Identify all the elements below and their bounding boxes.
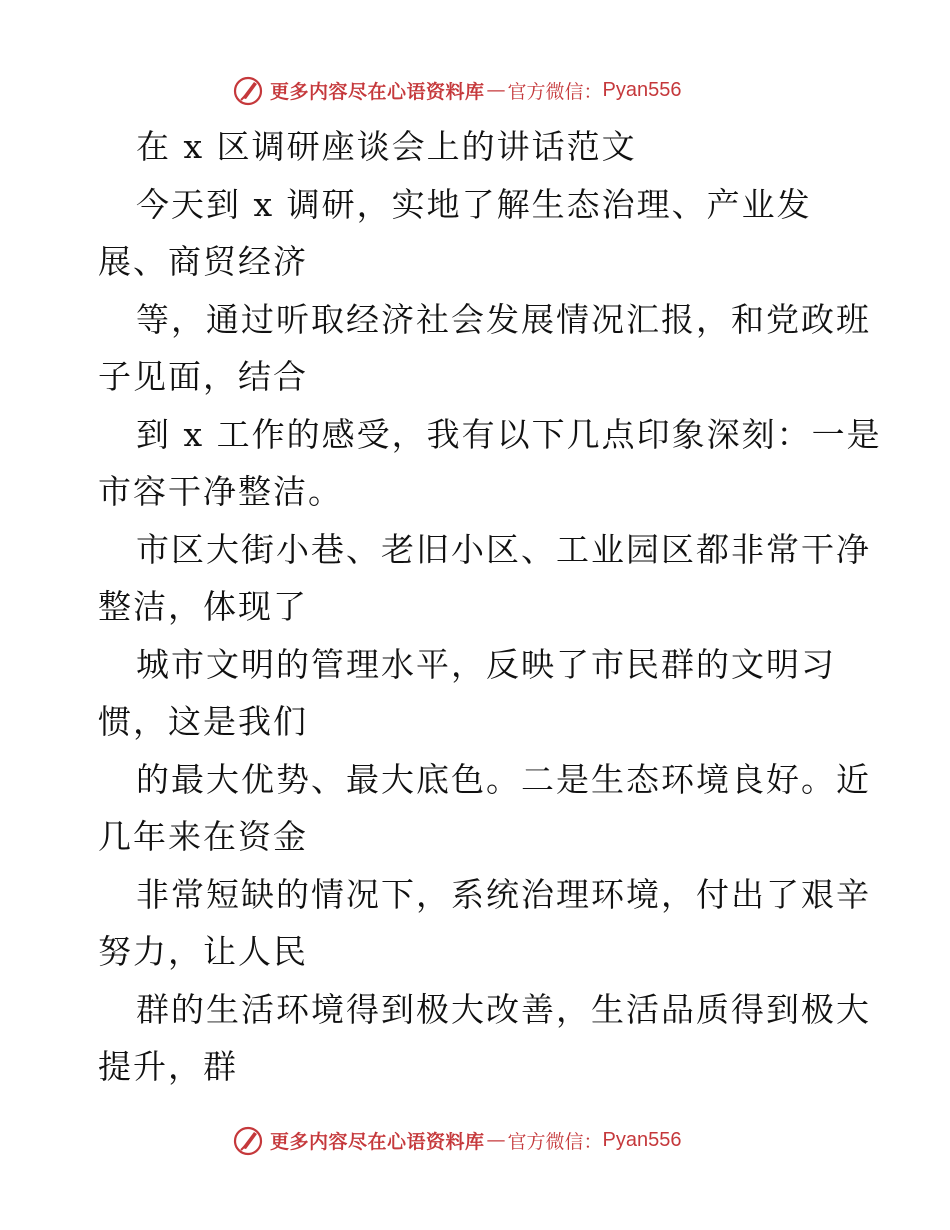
document-body: [98, 118, 882, 1096]
banner-wechat-id: Pyan556: [602, 1128, 682, 1151]
text-line: 非常短缺的情况下，系统治理环境，付出了艰辛: [136, 874, 871, 914]
text-line: 市容干净整洁。: [98, 472, 343, 511]
text-line: 群的生活环境得到极大改善，生活品质得到极大: [136, 989, 871, 1029]
banner-text: 更多内容尽在心语资料库: [270, 80, 485, 103]
header-banner: [232, 70, 712, 110]
document-title: 在 x 区调研座谈会上的讲话范文: [136, 127, 637, 166]
banner-dash: —: [486, 79, 506, 101]
text-line: 整洁，体现了: [98, 587, 308, 626]
quill-pen-circle-icon: [232, 74, 264, 106]
text-line: 城市文明的管理水平，反映了市民群的文明习: [136, 644, 836, 684]
banner-wechat-label: 官方微信：: [507, 1130, 603, 1153]
text-line: 今天到 x 调研，实地了解生态治理、产业发: [136, 184, 812, 224]
text-line: 等，通过听取经济社会发展情况汇报，和党政班: [136, 299, 871, 339]
text-line: 几年来在资金: [98, 817, 308, 856]
banner-wechat-id: Pyan556: [602, 78, 682, 101]
quill-pen-circle-icon: [232, 1124, 264, 1156]
text-line: 的最大优势、最大底色。二是生态环境良好。近: [136, 759, 871, 799]
footer-banner: [232, 1120, 712, 1160]
text-line: 惯，这是我们: [98, 702, 308, 741]
banner-text: 更多内容尽在心语资料库: [270, 1130, 485, 1153]
banner-wechat-label: 官方微信：: [507, 80, 603, 103]
text-line: 展、商贸经济: [98, 242, 308, 281]
text-line: 子见面，结合: [98, 357, 308, 396]
banner-dash: —: [486, 1129, 506, 1151]
text-line: 市区大街小巷、老旧小区、工业园区都非常干净: [136, 529, 871, 569]
text-line: 努力，让人民: [98, 932, 308, 971]
text-line: 到 x 工作的感受，我有以下几点印象深刻：一是: [136, 414, 882, 454]
text-line: 提升，群: [98, 1047, 238, 1086]
